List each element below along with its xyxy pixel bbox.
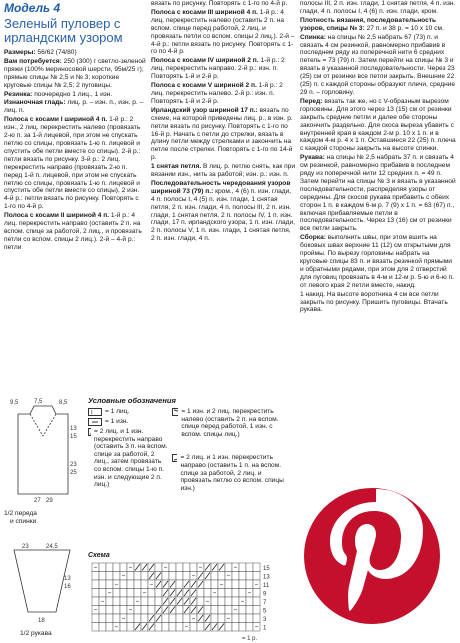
paragraph-heading: Резинка:: [4, 90, 33, 98]
scheme-cell: [225, 589, 232, 598]
paragraph: [300, 0, 457, 16]
scheme-cell: [218, 572, 225, 581]
paragraph-heading: 1 снятая петля.: [151, 163, 202, 171]
scheme-cell: [92, 580, 99, 589]
legend-item: = 2 лиц. и 1 изн. перекрестить направо (оставить 3 п. на вспом. спице за работой, 2 лиц., затем провязать со вспом. спицы 1-ю п. изн. и следующие 2 п. лиц.): [88, 428, 168, 489]
scheme-cell: [141, 597, 148, 606]
sleeve-pattern-label: 1/2 рукава: [20, 630, 52, 637]
pattern-dim: 23: [70, 462, 77, 468]
scheme-row-number: 13: [263, 574, 270, 581]
scheme-cell: [246, 580, 253, 589]
scheme-cell: [120, 606, 127, 615]
svg-text:16: 16: [64, 584, 71, 590]
scheme-cell: [134, 572, 141, 581]
scheme-cell: [190, 563, 197, 572]
paragraph-text: 1-й р.: 4 лиц. перекрестить направо (оставить 2 п. на вспом. спице за работой, 2 лиц., и провязать петли со вспом. спицы 2 лиц.). 2-й – 4-й р.: петли: [4, 212, 142, 251]
scheme-cell: [239, 623, 246, 632]
scheme-cell: [127, 580, 134, 589]
scheme-cell: [204, 589, 211, 598]
scheme-cell: [232, 572, 239, 581]
scheme-cell: [183, 563, 190, 572]
scheme-cell: [211, 606, 218, 615]
paragraph-text: полосы III, 2 п. изн. глади, 1 снятая петля, 4 п. изн. глади, 4 п. полосы I, 4 (6) п. изн. глади, кром.: [300, 0, 456, 15]
scheme-row-number: 3: [263, 617, 267, 623]
scheme-title: Схема: [88, 552, 110, 559]
scheme-cell: [141, 606, 148, 615]
scheme-cell: [162, 623, 169, 632]
paragraph-text: 1-й р.: 2 изн., 2 лиц. перекрестить налево (провязать 2-ю п. за 1-й лицевой, при этом не спускать петлю со спицы, провязать 1-ю п. лицевой и спустить обе петли вместе со спицы). 2-й р.: петли вязать по рисунку. 3-й р.: 2 лиц. перекрестить направо (провязать 2-ю п. перед 1-й п. лицевой, при этом не спускать петлю со спицы, провязать 1-ю п. лицевой и спустить обе петли вместе со спицы), 2 изн. 4-й р.: петли вязать по рисунку. Повторять с 1-го по 4-й р.: [4, 116, 141, 211]
scheme-cell: [127, 572, 134, 581]
col2-text: [151, 0, 296, 243]
paragraph-text: вязать так же, но с V-образным вырезом горловины. Для этого через 13 (15) см от резинки закрыть средние петли и далее обе стороны закончить раздельно. Для скоса выреза убавить с внутренней края в каждом 2-м р. 10 х 1 п. и в каждом 4-м р. 4 х 1 п. Оставшиеся 22 (25) п. плеча с каждой стороны закрыть на высоте спинки.: [300, 97, 456, 153]
scheme-cell: [246, 606, 253, 615]
scheme-cell: [225, 580, 232, 589]
scheme-cell: [239, 563, 246, 572]
scheme-cell: [127, 614, 134, 623]
paragraph-heading: Последовательность чередования узоров шириной 73 (79) п.:: [151, 179, 291, 195]
svg-text:23: 23: [22, 544, 29, 550]
scheme-cell: [120, 597, 127, 606]
paragraph-text: В лиц. р. петлю снять, как при вязании изн., нить за работой; изн. р.: изн. п.: [151, 163, 296, 179]
pattern-dim: 13: [70, 426, 77, 432]
svg-text:I: I: [91, 410, 93, 416]
scheme-cell: [106, 563, 113, 572]
scheme-cell: [169, 614, 176, 623]
scheme-cell: [120, 623, 127, 632]
scheme-cell: [232, 597, 239, 606]
scheme-cell: [99, 623, 106, 632]
paragraph: [151, 180, 296, 243]
column-1: [4, 0, 146, 253]
scheme-cell: [99, 580, 106, 589]
scheme-cell: [155, 589, 162, 598]
paragraph: [4, 91, 146, 99]
scheme-cell: [162, 572, 169, 581]
scheme-cell: [106, 580, 113, 589]
column-3: [300, 0, 457, 315]
scheme-cell: [246, 563, 253, 572]
pin-logo-icon: [284, 478, 444, 643]
svg-text:18: 18: [38, 618, 45, 624]
legend-left: [88, 408, 168, 489]
paragraph: [300, 98, 457, 153]
legend-item: = 2 лиц. и 1 изн. перекрестить направо (оставить 1 п. на вспом. спице за работой, 2 лиц. и провязать петлю со вспом. спицы изн.): [172, 454, 290, 492]
scheme-cell: [134, 614, 141, 623]
scheme-cell: [99, 563, 106, 572]
paragraph-text: 56/62 (74/80): [35, 49, 77, 56]
paragraph: [4, 49, 146, 57]
scheme-cell: [211, 597, 218, 606]
paragraph-heading: Ирландский узор шириной 17 п.:: [151, 106, 258, 114]
scheme-cell: [218, 614, 225, 623]
scheme-cell: [225, 597, 232, 606]
scheme-cell: [253, 572, 260, 581]
scheme-cell: [253, 606, 260, 615]
scheme-cell: [197, 589, 204, 598]
model-number: Модель 4: [4, 1, 61, 15]
scheme-cell: [106, 597, 113, 606]
cable-left-symbol-icon: [172, 408, 178, 416]
scheme-cell: [99, 606, 106, 615]
scheme-row-number: 9: [263, 591, 267, 598]
scheme-cell: [176, 580, 183, 589]
scheme-cell: [246, 597, 253, 606]
paragraph-heading: Спинка:: [300, 33, 326, 41]
scheme-cell: [225, 623, 232, 632]
paragraph: [300, 234, 457, 289]
legend: [88, 396, 293, 405]
scheme-cell: [141, 572, 148, 581]
paragraph: [151, 0, 296, 8]
body-pattern-label: 1/2 переда и спинки: [4, 510, 37, 525]
scheme-cell: [113, 589, 120, 598]
paragraph-text: на спицы № 2,5 набрать 37 п. и связать 4 см резинкой, равномерно прибавив в последнем ряду из поперечной нити 12 средних п. = 49 п. Затем перейти на спицы № 3 и вязать в указанной последовательности, распределяя узоры от середины. Для скосов рукава прибавить с обеих сторон 1 п. в каждом 6-м р. 7 (9) х 1 п. = 63 (67) п., включая прибавляемые петли в последовательность. Через 13 (16) см от резинки все петли закрыть.: [300, 154, 456, 233]
scheme-cell: [246, 572, 253, 581]
scheme-cell: [246, 614, 253, 623]
paragraph-heading: Полоса с косами V шириной 2 п.: [151, 82, 257, 90]
svg-text:24,5: 24,5: [46, 544, 58, 550]
paragraph: [151, 107, 296, 162]
scheme-cell: [99, 572, 106, 581]
scheme-cell: [232, 580, 239, 589]
paragraph: [300, 17, 457, 33]
scheme-cell: [218, 597, 225, 606]
scheme-cell: [169, 563, 176, 572]
scheme-cell: [197, 597, 204, 606]
paragraph: [4, 58, 146, 90]
scheme-cell: [176, 563, 183, 572]
scheme-cell: [253, 597, 260, 606]
scheme-cell: [113, 597, 120, 606]
scheme-cell: [113, 563, 120, 572]
scheme-row-number: 5: [263, 608, 267, 615]
scheme-cell: [246, 623, 253, 632]
paragraph-heading: Полоса с косами IV шириной 2 п.: [151, 57, 259, 65]
scheme-cell: [232, 623, 239, 632]
scheme-cell: [197, 623, 204, 632]
legend-item: = 1 изн.: [88, 418, 168, 426]
page-title: Зеленый пуловер с ирландским узором: [4, 16, 123, 45]
scheme-cell: [134, 580, 141, 589]
paragraph: [151, 57, 296, 81]
paragraph-heading: Плотность вязания, последовательность узоров, спицы № 3:: [300, 16, 437, 32]
scheme-cell: [148, 606, 155, 615]
scheme-cell: [176, 614, 183, 623]
pattern-dim: 7,5: [34, 399, 43, 405]
scheme-cell: [99, 589, 106, 598]
paragraph: [151, 9, 296, 56]
scheme-cell: [183, 572, 190, 581]
paragraph-text: 27 п. и 38 р. = 10 х 10 см.: [364, 24, 444, 32]
scheme-cell: [239, 614, 246, 623]
paragraph-heading: Полоса с косами I шириной 4 п.: [4, 116, 108, 124]
scheme-row-number: 11: [263, 583, 270, 589]
legend-right: [172, 408, 290, 492]
scheme-cell: [113, 606, 120, 615]
scheme-cell: [113, 572, 120, 581]
scheme-cell: [120, 580, 127, 589]
scheme-cell: [169, 623, 176, 632]
paragraph-text: 1-й р.: 2 лиц. перекрестить налево. 2-й р.: изн. п. Повторять 1-й и 2-й р.: [151, 82, 283, 105]
paragraph-text: лиц. р. – изн. п., изн. р. – лиц. п.: [4, 99, 144, 115]
purl-symbol-icon: [88, 418, 102, 426]
paragraph-heading: Вам потребуется:: [4, 57, 62, 65]
scheme-cell: [148, 597, 155, 606]
scheme-cell: [99, 614, 106, 623]
scheme-row-number: 7: [263, 600, 267, 606]
col3-text: [300, 0, 457, 314]
pattern-dim: 29: [46, 498, 53, 504]
scheme-row-number: 1: [263, 625, 267, 632]
column-2: [151, 0, 296, 244]
scheme-cell: [253, 589, 260, 598]
scheme-cell: [232, 589, 239, 598]
scheme-cell: [92, 572, 99, 581]
legend-item: I = 1 лиц.: [88, 408, 168, 416]
scheme-cell: [92, 597, 99, 606]
scheme-cell: [127, 623, 134, 632]
scheme-cell: [176, 623, 183, 632]
scheme-cell: [211, 572, 218, 581]
paragraph-heading: Перед:: [300, 97, 323, 105]
sleeve-pattern-diagram: [4, 540, 82, 630]
scheme-cell: [239, 580, 246, 589]
scheme-cell: [120, 563, 127, 572]
scheme-cell: [232, 614, 239, 623]
scheme-cell: [148, 589, 155, 598]
knit-symbol-icon: [88, 408, 102, 416]
paragraph-heading: Сборка:: [300, 234, 326, 242]
paragraph-text: на спицы № 2,5 набрать 67 (73) п. и связать 4 см резинкой, равномерно прибавив в последнем ряду из поперечной нити 6 средних петель = 73 (79) п. Затем перейти на спицы № 3 и вязать в указанной последовательности. Через 23 (25) см от резинки все петли закрыть. Внешние 22 (25) п. с каждой стороны образуют плечи, средние 29 п. – горловину.: [300, 33, 456, 96]
scheme-start-label: = 1 р.: [242, 636, 258, 641]
scheme-cell: [225, 606, 232, 615]
scheme-cell: [155, 623, 162, 632]
paragraph-text: 1-й р.: 4 лиц. перекрестить налево (оставить 2 п. на вспом. спице перед работой, 2 лиц. и провязать петли со вспом. спицы 2 лиц.). 2-й – 4-й р.: петли вязать по рисунку. Повторять с 1-го по 4-й р.: [151, 8, 295, 56]
scheme-cell: [92, 589, 99, 598]
scheme-cell: [106, 606, 113, 615]
scheme-cell: [106, 614, 113, 623]
paragraph-text: 1-й р.: 2 лиц. перекрестить направо. 2-й р.: изн. п. Повторять 1-й и 2-й р.: [151, 57, 285, 81]
paragraph-heading: Изнаночная гладь:: [4, 99, 66, 107]
scheme-cell: [239, 606, 246, 615]
paragraph: [151, 82, 296, 106]
scheme-cell: [204, 580, 211, 589]
paragraph: [300, 154, 457, 233]
scheme-cell: [204, 606, 211, 615]
pattern-dim: 27: [34, 498, 41, 504]
pattern-dim: 15: [70, 434, 77, 440]
paragraph-heading: Размеры:: [4, 49, 36, 56]
paragraph-text: поочередно 1 лиц., 1 изн.: [32, 90, 113, 98]
scheme-cell: [190, 623, 197, 632]
scheme-cell: [211, 580, 218, 589]
scheme-cell: [218, 606, 225, 615]
scheme-cell: [253, 614, 260, 623]
cable-right-symbol-icon: [88, 428, 91, 436]
scheme-cell: [155, 597, 162, 606]
paragraph-text: 250 (300) г светло-зеленой пряжи (100% мериносовой шерсти, 95м/25 г); прямые спицы № 2,5 и № 3; короткие круговые спицы № 2,5; 2 пуговицы.: [4, 57, 146, 89]
scheme-cell: [162, 614, 169, 623]
pattern-dim: 25: [70, 470, 77, 476]
legend-title: Условные обозначения: [88, 396, 176, 405]
scheme-cell: [176, 606, 183, 615]
scheme-grid: [88, 561, 284, 641]
scheme-cell: [92, 614, 99, 623]
scheme-cell: [218, 589, 225, 598]
paragraph: [4, 116, 146, 211]
paragraph-heading: Рукава:: [300, 154, 325, 162]
scheme-cell: [211, 614, 218, 623]
scheme-cell: [141, 580, 148, 589]
paragraph: [4, 99, 146, 115]
scheme-cell: [176, 572, 183, 581]
scheme-cell: [106, 623, 113, 632]
paragraph-heading: Полоса с косами II шириной 4 п.: [4, 212, 110, 220]
paragraph-text: вязать по схеме, на которой приведены лиц. р., в изн. р. петли вязать по рисунку. Повторять с 1-го по 16-й р. Начать с петли до стрелки, вязать в длину петли между стрелками и закончить на петле после стрелки. Повторять с 1-го по 14-й р.: [151, 106, 293, 162]
paragraph-heading: Полоса с косами III шириной 4 п.: [151, 8, 258, 16]
pattern-dim: 9,5: [10, 400, 19, 406]
scheme-cell: [134, 589, 141, 598]
paragraph-text: 1 накид. На высоте воротника 4 см все петли закрыть по рисунку. Пришить пуговицы. Втачать рукава.: [300, 290, 448, 314]
scheme-cell: [127, 597, 134, 606]
scheme-row-number: 15: [263, 566, 270, 572]
paragraph: [4, 212, 146, 252]
scheme-cell: [155, 563, 162, 572]
legend-item: = 1 изн. и 2 лиц. перекрестить налево (оставить 2 п. на вспом. спице перед работой, 1 изн. с вспом. спицы лиц.): [172, 408, 290, 438]
paragraph: [151, 163, 296, 179]
col1-text: [4, 49, 146, 252]
scheme-cell: [141, 614, 148, 623]
scheme-cell: [225, 563, 232, 572]
paragraph: [300, 291, 457, 315]
scheme-cell: [127, 589, 134, 598]
scheme-cell: [92, 623, 99, 632]
scheme-cell: [183, 614, 190, 623]
pattern-dim: 8,5: [59, 400, 68, 406]
body-pattern-diagram: [4, 396, 82, 506]
cable-right2-symbol-icon: [172, 454, 177, 462]
paragraph-text: вязать по рисунку. Повторять с 1-го по 4-й р.: [151, 0, 288, 7]
scheme-cell: [239, 589, 246, 598]
scheme-cell: [120, 589, 127, 598]
scheme-cell: [134, 606, 141, 615]
scheme-cell: [113, 614, 120, 623]
scheme-cell: [253, 563, 260, 572]
scheme-cell: [106, 572, 113, 581]
scheme-cell: [239, 572, 246, 581]
svg-text:13: 13: [64, 576, 71, 582]
scheme-cell: [169, 572, 176, 581]
paragraph-text: выполнить швы, при этом вшить на боковых швах верхние 11 (12) см открытыми для проймы. По вырезу горловины набрать на круговые спицы 83 п. и вязать резинкой прямыми и обратными рядами, при этом для 2 отверстий для пуговиц провязать в 4-м и 12-м р. 5-ю и 6-ю п. от левого края 2 петли вместе, накид.: [300, 234, 454, 289]
paragraph: [300, 34, 457, 97]
paragraph-text: кром., 4 (6) п. изн. глади, 4 п. полосы I, 4 (5) п. изн. глади, 1 снятая петля, 2 п. изн. глади, 4 п. полосы III, 2 п. изн. глади, 1 снятая петля, 2 п. полосы IV, 1 п. изн. глади, 17 п. ирландского узора, 1 п. изн. глади, 2 п. полосы V, 1 п. изн. глади, 1 снятая петля, 2 п. изн. глади, 4 п.: [151, 187, 295, 243]
